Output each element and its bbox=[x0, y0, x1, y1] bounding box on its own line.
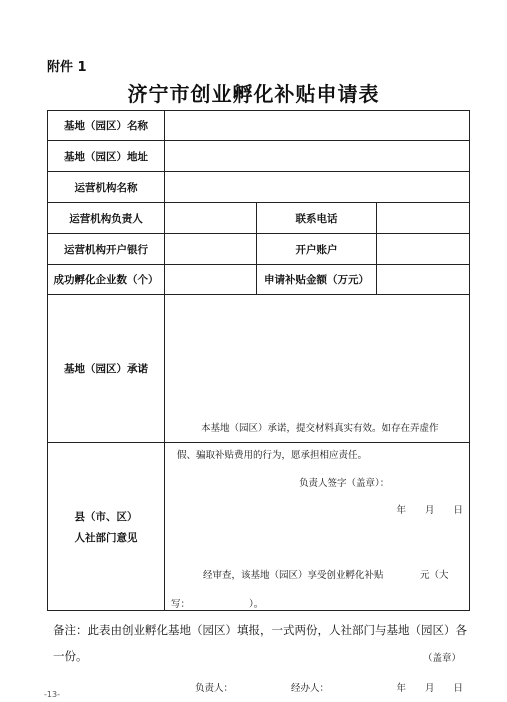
footnote: 备注：此表由创业孵化基地（园区）填报，一式两份，人社部门与基地（园区）各一份。 bbox=[53, 623, 467, 663]
account-field[interactable] bbox=[377, 234, 470, 265]
opinion-label-line1: 县（市、区） bbox=[74, 510, 138, 523]
bank-label: 运营机构开户银行 bbox=[48, 234, 165, 265]
promise-text-line1: 本基地（园区）承诺，提交材料真实有效。如存在弄虚作 bbox=[201, 422, 439, 434]
promise-label: 基地（园区）承诺 bbox=[48, 295, 165, 443]
subsidy-amount-label: 申请补贴金额（万元） bbox=[257, 265, 377, 295]
operator-head-field[interactable] bbox=[165, 203, 257, 234]
contact-phone-field[interactable] bbox=[377, 203, 470, 234]
account-label: 开户账户 bbox=[257, 234, 377, 265]
operator-name-field[interactable] bbox=[165, 172, 470, 203]
opinion-head-label: 负责人： bbox=[195, 682, 234, 694]
promise-signature-label: 负责人签字（盖章）： bbox=[299, 477, 390, 489]
row-bank bbox=[48, 234, 470, 265]
opinion-agent-label: 经办人： bbox=[291, 682, 330, 694]
opinion-date: 年 月 日 bbox=[396, 682, 464, 694]
row-operator-head bbox=[48, 203, 470, 234]
operator-head-label: 运营机构负责人 bbox=[48, 203, 165, 234]
subsidy-amount-field[interactable] bbox=[377, 265, 470, 295]
attachment-label: 附件 1 bbox=[47, 60, 87, 75]
row-operator-name bbox=[48, 172, 470, 203]
row-promise bbox=[48, 295, 470, 443]
page-number: -13- bbox=[44, 690, 60, 699]
incubated-count-field[interactable] bbox=[165, 265, 257, 295]
incubated-count-label: 成功孵化企业数（个） bbox=[48, 265, 165, 295]
opinion-text-d: ）。 bbox=[249, 598, 264, 610]
opinion-text-c: 写： bbox=[171, 598, 191, 610]
opinion-label-line2: 人社部门意见 bbox=[74, 531, 138, 544]
row-base-name bbox=[48, 111, 470, 141]
opinion-seal: （盖章） bbox=[423, 652, 462, 664]
operator-name-label: 运营机构名称 bbox=[48, 172, 165, 203]
base-address-field[interactable] bbox=[165, 141, 470, 172]
base-name-field[interactable] bbox=[165, 111, 470, 141]
base-address-label: 基地（园区）地址 bbox=[48, 141, 165, 172]
contact-phone-label: 联系电话 bbox=[257, 203, 377, 234]
promise-cell bbox=[165, 295, 470, 516]
opinion-text-a: 经审查，该基地（园区）享受创业孵化补贴 bbox=[203, 569, 384, 581]
opinion-label bbox=[48, 443, 165, 611]
promise-text-line2: 假、骗取补贴费用的行为，愿承担相应责任。 bbox=[177, 449, 368, 461]
form-title: 济宁市创业孵化补贴申请表 bbox=[127, 82, 380, 106]
row-incubated bbox=[48, 265, 470, 295]
base-name-label: 基地（园区）名称 bbox=[48, 111, 165, 141]
row-base-address bbox=[48, 141, 470, 172]
bank-field[interactable] bbox=[165, 234, 257, 265]
opinion-text-b: 元（大 bbox=[420, 569, 449, 581]
promise-date: 年 月 日 bbox=[396, 504, 464, 516]
